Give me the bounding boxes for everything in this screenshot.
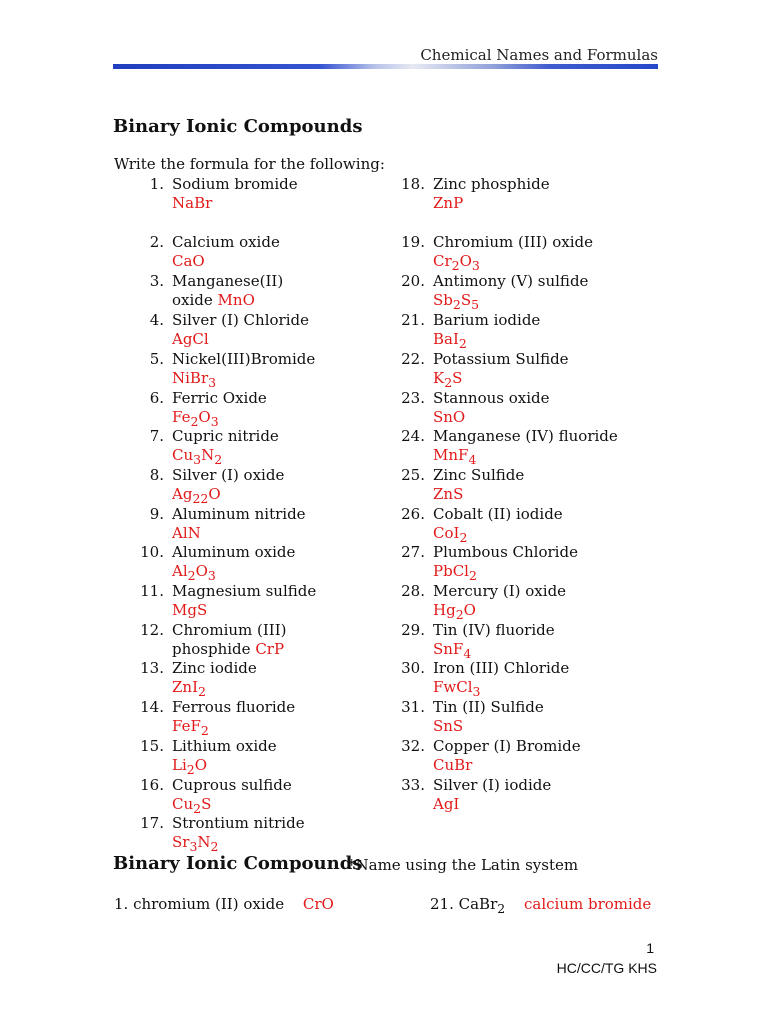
compound-item — [149, 427, 279, 470]
compound-item — [149, 505, 306, 544]
formula-answer: AlN — [172, 524, 201, 543]
item-number: 5. — [149, 350, 164, 368]
item-number: 12. — [140, 621, 164, 639]
compound-item — [149, 175, 298, 214]
compound-name: Cobalt (II) iodide — [433, 505, 563, 523]
item-number: 30. — [401, 659, 425, 677]
compound-item — [401, 659, 570, 702]
compound-item — [401, 466, 525, 505]
compound-name: Plumbous Chloride — [433, 543, 578, 561]
compound-name: Zinc Sulfide — [433, 466, 525, 484]
formula-answer: CrP — [255, 640, 285, 659]
compound-item — [401, 582, 567, 625]
compound-name: Zinc phosphide — [433, 175, 550, 193]
compound-name: Ferric Oxide — [172, 389, 267, 407]
compound-item — [140, 737, 277, 780]
compound-name: Sodium bromide — [172, 175, 298, 193]
item-number: 18. — [401, 175, 425, 193]
compound-item — [149, 311, 309, 350]
item-number: 33. — [401, 776, 425, 794]
compound-name: Cupric nitride — [172, 427, 279, 445]
formula-answer: ZnP — [433, 194, 464, 213]
compound-item — [401, 427, 618, 470]
formula-answer: $Ag_{22}O$ — [172, 485, 221, 507]
formula-answer: ZnI$_2$ — [172, 678, 206, 700]
compound-item — [401, 776, 552, 815]
compound-item — [140, 814, 305, 857]
item-number: 14. — [140, 698, 164, 716]
item-number: 6. — [149, 389, 164, 407]
formula-answer: NaBr — [172, 194, 213, 213]
compound-name: Mercury (I) oxide — [433, 582, 567, 600]
compound-name: Lithium oxide — [172, 737, 277, 755]
latin-row-2 — [430, 895, 651, 916]
compound-item — [149, 389, 267, 432]
formula-answer: AgCl — [172, 330, 209, 349]
compound-name: Ferrous fluoride — [172, 698, 296, 716]
formula-answer: $Cr_2O_3$ — [433, 252, 480, 274]
formula-answer: MnO — [217, 291, 255, 310]
item-number: 26. — [401, 505, 425, 523]
compound-item — [149, 466, 285, 509]
question-label: 1. chromium (II) oxide — [114, 895, 285, 913]
compound-item — [140, 621, 287, 660]
formula-answer: AgI — [433, 795, 460, 814]
compound-item — [401, 175, 550, 214]
header-title: Chemical Names and Formulas — [420, 46, 658, 64]
formula-answer: $Al_2O_3$ — [172, 562, 216, 584]
latin-note: *Name using the Latin system — [348, 856, 579, 874]
compound-name: Zinc iodide — [172, 659, 257, 677]
formula-answer: CoI$_2$ — [433, 524, 468, 546]
question-label: 21. CaBr$_2$ — [430, 895, 506, 916]
compound-item — [149, 350, 316, 393]
item-number: 24. — [401, 427, 425, 445]
item-number: 1. — [149, 175, 164, 193]
compound-item — [401, 311, 541, 354]
compound-name: Tin (II) Sulfide — [433, 698, 544, 716]
footer-code: HC/CC/TG KHS — [556, 960, 657, 976]
item-number: 7. — [149, 427, 164, 445]
compound-item — [401, 389, 550, 428]
header-bar — [113, 64, 658, 69]
compound-name: Chromium (III) — [172, 621, 287, 639]
item-number: 13. — [140, 659, 164, 677]
item-number: 28. — [401, 582, 425, 600]
instruction: Write the formula for the following: — [114, 155, 385, 173]
formula-answer: FwCl$_3$ — [433, 678, 481, 700]
compound-name: Antimony (V) sulfide — [433, 272, 589, 290]
compound-name: Silver (I) oxide — [172, 466, 285, 484]
compound-name-cont: phosphide — [172, 640, 256, 659]
compound-item — [140, 659, 257, 702]
item-number: 8. — [149, 466, 164, 484]
answer: calcium bromide — [523, 895, 652, 913]
compound-name: Silver (I) iodide — [433, 776, 552, 794]
compound-name: Copper (I) Bromide — [433, 737, 581, 755]
compound-name: Chromium (III) oxide — [433, 233, 594, 251]
formula-answer: $Fe_2O_3$ — [172, 408, 219, 430]
compound-item — [140, 698, 296, 741]
compound-name: Manganese (IV) fluoride — [433, 427, 618, 445]
item-number: 21. — [401, 311, 425, 329]
latin-row-1 — [114, 895, 334, 913]
formula-answer: $Hg_2O$ — [433, 601, 476, 623]
formula-answer: $Cu_2S$ — [172, 795, 212, 817]
item-number: 17. — [140, 814, 164, 832]
formula-answer: BaI$_2$ — [433, 330, 467, 352]
item-number: 19. — [401, 233, 425, 251]
formula-answer: CaO — [172, 252, 205, 271]
compound-item — [401, 233, 594, 276]
compound-name: Tin (IV) fluoride — [433, 621, 555, 639]
compound-item — [401, 272, 589, 315]
compound-item — [401, 621, 555, 664]
item-number: 20. — [401, 272, 425, 290]
compound-name: Barium iodide — [433, 311, 541, 329]
formula-answer: FeF$_2$ — [172, 717, 209, 739]
compound-name: Manganese(II) — [172, 272, 284, 290]
formula-answer: MnF$_4$ — [433, 446, 477, 468]
item-number: 22. — [401, 350, 425, 368]
compound-name-cont: oxide — [172, 291, 218, 310]
formula-answer: $Li_2O$ — [172, 756, 208, 778]
formula-answer: $Sb_2S_5$ — [433, 291, 480, 313]
compound-name: Strontium nitride — [172, 814, 305, 832]
compound-name: Silver (I) Chloride — [172, 311, 309, 329]
compound-name: Potassium Sulfide — [433, 350, 569, 368]
formula-answer: SnO — [433, 408, 466, 427]
formula-answer: $K_2S$ — [433, 369, 463, 391]
item-number: 3. — [149, 272, 164, 290]
compound-name: Magnesium sulfide — [172, 582, 317, 600]
compound-item — [140, 582, 317, 621]
item-number: 23. — [401, 389, 425, 407]
compound-name: Calcium oxide — [172, 233, 280, 251]
formula-answer: $Sr_3N_2$ — [172, 833, 219, 855]
section-title: Binary Ionic Compounds — [113, 116, 363, 137]
item-number: 4. — [149, 311, 164, 329]
compound-name: Nickel(III)Bromide — [172, 350, 316, 368]
compound-item — [401, 543, 578, 586]
compound-item — [401, 737, 581, 776]
item-number: 2. — [149, 233, 164, 251]
answer: CrO — [302, 895, 334, 913]
item-number: 15. — [140, 737, 164, 755]
item-number: 9. — [149, 505, 164, 523]
formula-answer: ZnS — [433, 485, 464, 504]
compound-item — [140, 776, 292, 819]
compound-name: Stannous oxide — [433, 389, 550, 407]
item-number: 32. — [401, 737, 425, 755]
formula-answer: CuBr — [433, 756, 473, 775]
formula-answer: $Cu_3N_2$ — [172, 446, 223, 468]
compound-item — [401, 698, 544, 737]
formula-answer: MgS — [172, 601, 208, 620]
item-number: 29. — [401, 621, 425, 639]
formula-answer: SnS — [433, 717, 464, 736]
formula-answer: PbCl$_2$ — [433, 562, 477, 584]
compound-item — [149, 272, 284, 311]
formula-answer: NiBr$_3$ — [172, 369, 217, 391]
compound-item — [401, 350, 569, 393]
section-title-2: Binary Ionic Compounds — [113, 853, 363, 874]
item-number: 11. — [140, 582, 164, 600]
item-number: 31. — [401, 698, 425, 716]
compound-item — [401, 505, 563, 548]
compound-name: Aluminum nitride — [172, 505, 306, 523]
compound-name: Cuprous sulfide — [172, 776, 292, 794]
compound-name: Iron (III) Chloride — [433, 659, 570, 677]
compound-name: Aluminum oxide — [172, 543, 296, 561]
page-number: 1 — [646, 940, 654, 956]
item-number: 10. — [140, 543, 164, 561]
formula-answer: SnF$_4$ — [433, 640, 472, 662]
compound-item — [149, 233, 280, 272]
item-number: 25. — [401, 466, 425, 484]
item-number: 27. — [401, 543, 425, 561]
compound-item — [140, 543, 296, 586]
item-number: 16. — [140, 776, 164, 794]
